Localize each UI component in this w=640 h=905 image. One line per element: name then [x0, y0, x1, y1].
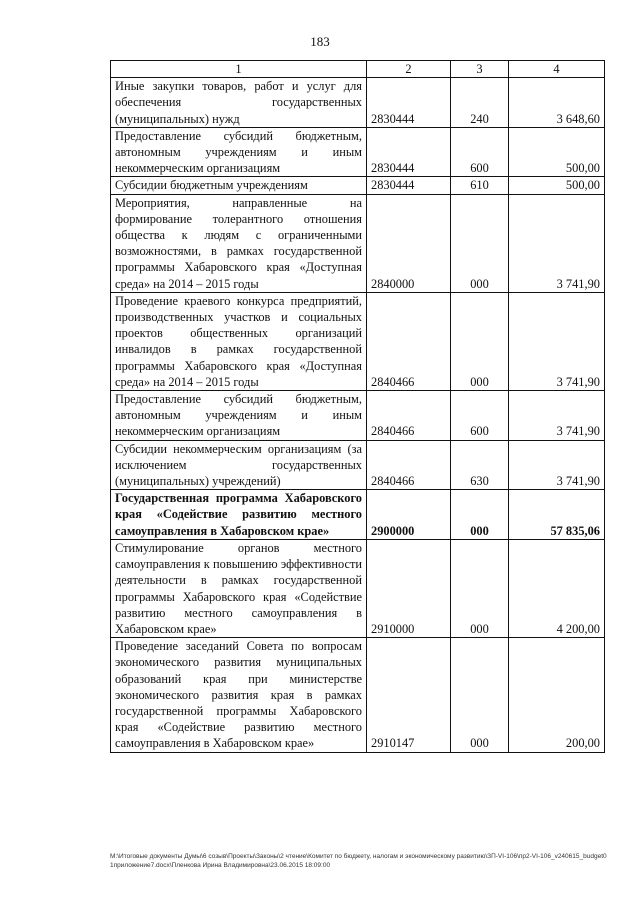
table-row — [111, 78, 605, 128]
row-sum-cell: 3 741,90 — [509, 194, 605, 292]
row-code-cell: 2830444 — [367, 177, 451, 194]
table-row — [111, 539, 605, 637]
table-row — [111, 127, 605, 177]
table-row — [111, 391, 605, 441]
row-sum-cell: 3 741,90 — [509, 440, 605, 490]
row-code-cell: 2830444 — [367, 127, 451, 177]
row-sum-cell: 500,00 — [509, 127, 605, 177]
row-vr-cell: 630 — [451, 440, 509, 490]
table-row — [111, 638, 605, 752]
column-header: 3 — [451, 61, 509, 78]
budget-table — [110, 60, 605, 753]
column-header: 4 — [509, 61, 605, 78]
file-path-footer: М:\Итоговые документы Думы\6 созыв\Проекты\Законы\2 чтение\Комитет по бюджету, налогам и экономическому развитию\ЗП-VI-106\пр2-VI-106_v240615_budget01приложение7.docx\Пленкова Ирина Владимировна\23.06.2015 18:09:00 — [110, 853, 607, 869]
table-row — [111, 490, 605, 540]
row-code-cell: 2910147 — [367, 638, 451, 752]
row-code-cell: 2840466 — [367, 292, 451, 390]
column-header: 1 — [111, 61, 367, 78]
table-row — [111, 177, 605, 194]
table-row — [111, 440, 605, 490]
row-vr-cell: 600 — [451, 391, 509, 441]
row-name-cell: Субсидии некоммерческим организациям (за исключением государственных (муниципальных) учреждений) — [111, 440, 367, 490]
row-code-cell: 2830444 — [367, 78, 451, 128]
row-name-cell: Предоставление субсидий бюджетным, автономным учреждениям и иным некоммерческим организациям — [111, 127, 367, 177]
row-name-cell: Иные закупки товаров, работ и услуг для обеспечения государственных (муниципальных) нужд — [111, 78, 367, 128]
row-name-cell: Предоставление субсидий бюджетным, автономным учреждениям и иным некоммерческим организациям — [111, 391, 367, 441]
row-name-cell: Проведение краевого конкурса предприятий, производственных участков и социальных проектов общественных организаций инвалидов в рамках государственной программы Хабаровского края «Доступная среда» на 2014 – 2015 годы — [111, 292, 367, 390]
row-code-cell: 2910000 — [367, 539, 451, 637]
row-sum-cell: 57 835,06 — [509, 490, 605, 540]
row-name-cell: Проведение заседаний Совета по вопросам экономического развития муниципальных образований края при министерстве экономического развития края в рамках государственной программы Хабаровского края «Содействие развитию местного самоуправления в Хабаровском крае» — [111, 638, 367, 752]
row-code-cell: 2840466 — [367, 440, 451, 490]
table-row — [111, 292, 605, 390]
row-sum-cell: 4 200,00 — [509, 539, 605, 637]
row-vr-cell: 000 — [451, 194, 509, 292]
row-vr-cell: 000 — [451, 539, 509, 637]
row-vr-cell: 610 — [451, 177, 509, 194]
row-sum-cell: 3 648,60 — [509, 78, 605, 128]
row-name-cell: Мероприятия, направленные на формирование толерантного отношения общества к людям с ограниченными возможностями, в рамках государственной программы Хабаровского края «Доступная среда» на 2014 – 2015 годы — [111, 194, 367, 292]
row-name-cell: Стимулирование органов местного самоуправления к повышению эффективности деятельности в рамках государственной программы Хабаровского края «Содействие развитию местного самоуправления в Хабаровском крае» — [111, 539, 367, 637]
table-row — [111, 194, 605, 292]
row-vr-cell: 000 — [451, 490, 509, 540]
row-vr-cell: 000 — [451, 292, 509, 390]
page-number: 183 — [310, 34, 330, 49]
table-header-row — [111, 61, 605, 78]
row-sum-cell: 3 741,90 — [509, 292, 605, 390]
row-sum-cell: 500,00 — [509, 177, 605, 194]
row-vr-cell: 240 — [451, 78, 509, 128]
row-code-cell: 2840000 — [367, 194, 451, 292]
row-sum-cell: 200,00 — [509, 638, 605, 752]
row-vr-cell: 600 — [451, 127, 509, 177]
row-sum-cell: 3 741,90 — [509, 391, 605, 441]
row-name-cell: Субсидии бюджетным учреждениям — [111, 177, 367, 194]
row-vr-cell: 000 — [451, 638, 509, 752]
row-code-cell: 2840466 — [367, 391, 451, 441]
row-name-cell: Государственная программа Хабаровского края «Содействие развитию местного самоуправления в Хабаровском крае» — [111, 490, 367, 540]
row-code-cell: 2900000 — [367, 490, 451, 540]
column-header: 2 — [367, 61, 451, 78]
